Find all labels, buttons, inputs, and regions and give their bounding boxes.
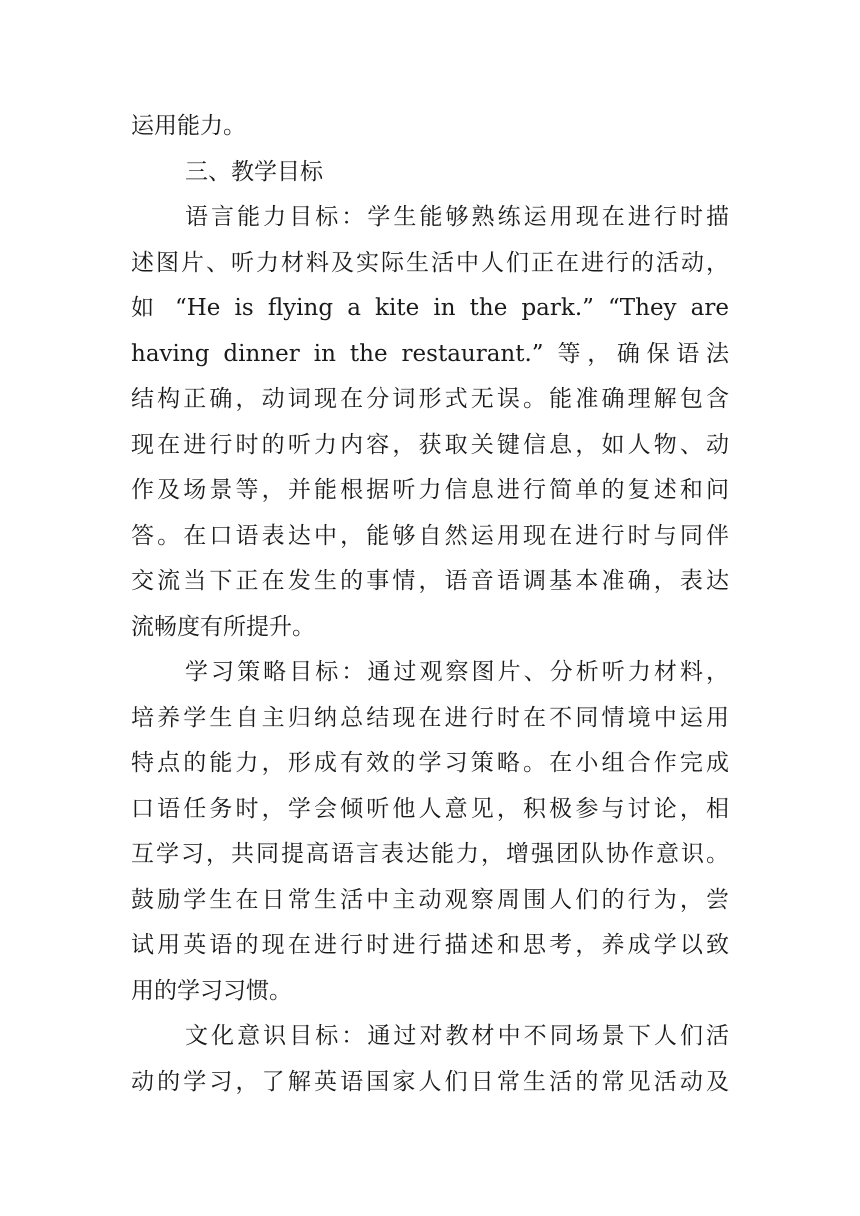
paragraph-line: 流畅度有所提升。: [131, 613, 315, 640]
paragraph-line: 交流当下正在发生的事情，语音语调基本准确，表达: [131, 568, 729, 594]
paragraph-line: 现在进行时的听力内容，获取关键信息，如人物、动: [131, 431, 729, 458]
paragraph-line: having dinner in the restaurant.” 等，确保语法: [131, 340, 729, 367]
paragraph-line: 运用能力。: [131, 113, 246, 139]
paragraph-line: 语言能力目标：学生能够熟练运用现在进行时描: [185, 204, 729, 230]
paragraph-line: 用的学习习惯。: [131, 977, 292, 1004]
paragraph-line: 结构正确，动词现在分词形式无误。能准确理解包含: [131, 386, 729, 412]
document-body: [131, 104, 729, 1105]
paragraph-line: 述图片、听力材料及实际生活中人们正在进行的活动，: [131, 249, 729, 276]
paragraph-line: 特点的能力，形成有效的学习策略。在小组合作完成: [131, 750, 729, 776]
paragraph-line: 口语任务时，学会倾听他人意见，积极参与讨论，相: [131, 795, 729, 822]
paragraph-line: 互学习，共同提高语言表达能力，增强团队协作意识。: [131, 841, 729, 867]
paragraph-line: 答。在口语表达中，能够自然运用现在进行时与同伴: [131, 522, 729, 549]
paragraph-line: 鼓励学生在日常生活中主动观察周围人们的行为，尝: [131, 886, 729, 913]
paragraph-line: 如 “He is flying a kite in the park.” “They are: [131, 295, 729, 321]
paragraph-line: 文化意识目标：通过对教材中不同场景下人们活: [185, 1023, 729, 1049]
section-heading: 三、教学目标: [185, 158, 323, 185]
paragraph-line: 动的学习，了解英语国家人们日常生活的常见活动及: [131, 1068, 729, 1095]
paragraph-line: 试用英语的现在进行时进行描述和思考，养成学以致: [131, 932, 729, 958]
paragraph-line: 培养学生自主归纳总结现在进行时在不同情境中运用: [131, 704, 729, 731]
paragraph-line: 作及场景等，并能根据听力信息进行简单的复述和问: [131, 477, 729, 503]
paragraph-line: 学习策略目标：通过观察图片、分析听力材料，: [185, 659, 729, 685]
